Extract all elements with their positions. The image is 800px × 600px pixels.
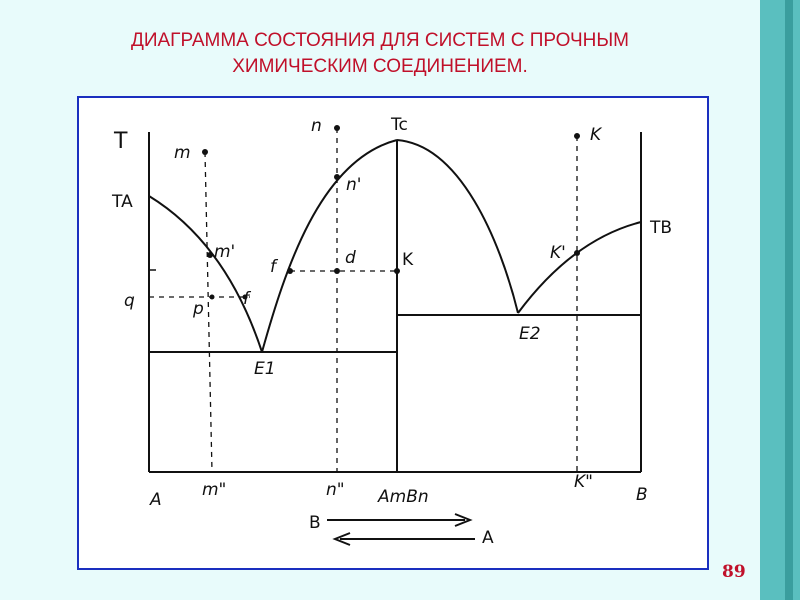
label-axis-t: T [114,129,128,154]
label-e2: E2 [519,324,541,344]
point-k1 [574,250,580,256]
label-n1: n' [346,175,362,195]
liquidus-e2-tb [518,222,641,313]
liquidus-ta-e1 [149,196,262,352]
label-arrow-a: A [482,528,494,548]
label-arrow-b: B [309,513,321,533]
label-k2: K" [574,472,593,492]
label-a: A [150,490,162,510]
label-n2: n" [326,480,345,500]
label-m1: m' [214,242,236,262]
label-q: q [124,291,135,311]
dashed-m-vertical [205,152,212,472]
label-k: K [590,125,602,145]
label-d: d [345,248,356,268]
title-line-1: ДИАГРАММА СОСТОЯНИЯ ДЛЯ СИСТЕМ С ПРОЧНЫМ [130,30,630,51]
page-number: 89 [722,562,746,582]
label-m: m [174,143,191,163]
label-b: B [636,485,648,505]
label-p: p [193,299,204,319]
point-n [334,125,340,131]
liquidus-tc-e2 [397,140,518,313]
label-m2: m" [202,480,227,500]
label-n: n [311,116,322,136]
label-f: f [270,257,276,277]
label-ambn: AmBn [378,487,429,507]
label-tc: Tc [391,115,408,135]
point-f [287,268,293,274]
liquidus-e1-tc [262,140,397,352]
point-m [202,149,208,155]
label-tb: TB [650,218,673,238]
label-k-right: K [402,250,414,270]
point-m1 [207,252,213,258]
point-k-right [394,268,400,274]
label-f-small: f [243,289,249,309]
point-p [210,295,215,300]
label-ta: TA [112,192,133,212]
label-e1: E1 [254,359,276,379]
point-n1 [334,174,340,180]
point-d [334,268,340,274]
label-k1: K' [550,243,566,263]
point-k [574,133,580,139]
title-line-2: ХИМИЧЕСКИМ СОЕДИНЕНИЕМ. [232,56,528,77]
